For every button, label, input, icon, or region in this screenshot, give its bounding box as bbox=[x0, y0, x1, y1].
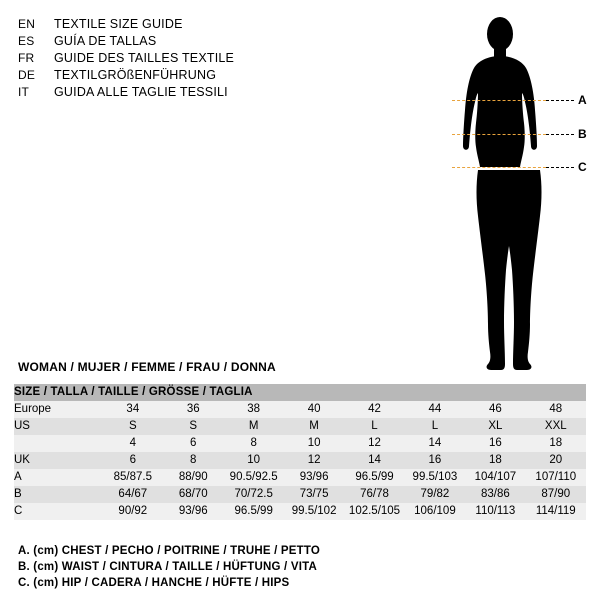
measure-line-a-extension bbox=[546, 100, 574, 101]
table-row bbox=[14, 503, 586, 520]
table-cell: 99.5/102 bbox=[284, 503, 344, 520]
measure-line-c bbox=[452, 167, 546, 168]
table-cell: S bbox=[163, 418, 223, 435]
female-silhouette-icon bbox=[430, 10, 590, 370]
table-cell: 93/96 bbox=[284, 469, 344, 486]
size-table bbox=[14, 384, 586, 520]
table-cell: 114/119 bbox=[526, 503, 586, 520]
table-cell: 6 bbox=[103, 452, 163, 469]
language-row bbox=[18, 84, 318, 101]
language-text: GUIDA ALLE TAGLIE TESSILI bbox=[54, 85, 228, 99]
table-cell: 8 bbox=[223, 435, 283, 452]
table-cell: 102.5/105 bbox=[344, 503, 404, 520]
table-row bbox=[14, 452, 586, 469]
table-cell: 48 bbox=[526, 401, 586, 418]
table-cell: 10 bbox=[284, 435, 344, 452]
table-row bbox=[14, 401, 586, 418]
table-cell: 85/87.5 bbox=[103, 469, 163, 486]
table-cell: 68/70 bbox=[163, 486, 223, 503]
table-cell: 90/92 bbox=[103, 503, 163, 520]
language-text: TEXTILE SIZE GUIDE bbox=[54, 17, 183, 31]
table-cell: L bbox=[405, 418, 465, 435]
table-cell: 70/72.5 bbox=[223, 486, 283, 503]
table-cell: XL bbox=[465, 418, 525, 435]
table-cell: 38 bbox=[223, 401, 283, 418]
row-label: Europe bbox=[14, 401, 103, 418]
table-cell: 18 bbox=[465, 452, 525, 469]
language-text: TEXTILGRÖßENFÜHRUNG bbox=[54, 68, 217, 82]
table-cell: 64/67 bbox=[103, 486, 163, 503]
measure-label-c: C bbox=[578, 160, 587, 174]
language-code: EN bbox=[18, 17, 36, 31]
table-cell: 96.5/99 bbox=[223, 503, 283, 520]
table-cell: L bbox=[344, 418, 404, 435]
table-cell: 12 bbox=[284, 452, 344, 469]
table-cell: 106/109 bbox=[405, 503, 465, 520]
table-cell: 104/107 bbox=[465, 469, 525, 486]
language-row bbox=[18, 16, 318, 33]
table-row bbox=[14, 418, 586, 435]
table-cell: 16 bbox=[405, 452, 465, 469]
language-code: ES bbox=[18, 34, 35, 48]
measurement-legend bbox=[18, 543, 578, 591]
measure-line-a bbox=[452, 100, 546, 101]
table-cell: 73/75 bbox=[284, 486, 344, 503]
table-cell: XXL bbox=[526, 418, 586, 435]
table-cell: 34 bbox=[103, 401, 163, 418]
table-header-label: SIZE / TALLA / TAILLE / GRÖSSE / TAGLIA bbox=[14, 384, 586, 401]
language-list bbox=[18, 16, 318, 101]
table-cell: 83/86 bbox=[465, 486, 525, 503]
measure-line-b-extension bbox=[546, 134, 574, 135]
row-label: C bbox=[14, 503, 103, 520]
table-cell: 18 bbox=[526, 435, 586, 452]
legend-row-b: B. (cm) WAIST / CINTURA / TAILLE / HÜFTUNG / VITA bbox=[18, 561, 317, 573]
measure-line-b bbox=[452, 134, 546, 135]
table-cell: 110/113 bbox=[465, 503, 525, 520]
table-cell: 16 bbox=[465, 435, 525, 452]
table-cell: 90.5/92.5 bbox=[223, 469, 283, 486]
table-cell: M bbox=[223, 418, 283, 435]
table-header-row bbox=[14, 384, 586, 401]
table-cell: M bbox=[284, 418, 344, 435]
table-row bbox=[14, 486, 586, 503]
table-cell: 99.5/103 bbox=[405, 469, 465, 486]
table-cell: 20 bbox=[526, 452, 586, 469]
language-row bbox=[18, 33, 318, 50]
table-row bbox=[14, 469, 586, 486]
language-row bbox=[18, 67, 318, 84]
row-label: US bbox=[14, 418, 103, 435]
section-title-woman: WOMAN / MUJER / FEMME / FRAU / DONNA bbox=[18, 360, 276, 374]
female-figure bbox=[430, 10, 590, 370]
measure-line-c-extension bbox=[546, 167, 574, 168]
row-label: A bbox=[14, 469, 103, 486]
table-cell: 8 bbox=[163, 452, 223, 469]
language-text: GUIDE DES TAILLES TEXTILE bbox=[54, 51, 235, 65]
table-cell: 88/90 bbox=[163, 469, 223, 486]
measure-label-a: A bbox=[578, 93, 587, 107]
table-cell: 93/96 bbox=[163, 503, 223, 520]
table-cell: 14 bbox=[405, 435, 465, 452]
table-row bbox=[14, 435, 586, 452]
table-cell: S bbox=[103, 418, 163, 435]
table-cell: 107/110 bbox=[526, 469, 586, 486]
language-code: IT bbox=[18, 85, 30, 99]
table-cell: 6 bbox=[163, 435, 223, 452]
language-code: FR bbox=[18, 51, 35, 65]
table-cell: 36 bbox=[163, 401, 223, 418]
table-cell: 40 bbox=[284, 401, 344, 418]
table-cell: 79/82 bbox=[405, 486, 465, 503]
table-cell: 46 bbox=[465, 401, 525, 418]
table-cell: 76/78 bbox=[344, 486, 404, 503]
legend-row-c: C. (cm) HIP / CADERA / HANCHE / HÜFTE / HIPS bbox=[18, 577, 290, 589]
language-code: DE bbox=[18, 68, 36, 82]
table-cell: 10 bbox=[223, 452, 283, 469]
language-row bbox=[18, 50, 318, 67]
language-text: GUÍA DE TALLAS bbox=[54, 34, 157, 48]
table-cell: 14 bbox=[344, 452, 404, 469]
row-label bbox=[14, 435, 103, 452]
table-cell: 44 bbox=[405, 401, 465, 418]
table-cell: 4 bbox=[103, 435, 163, 452]
legend-row-a: A. (cm) CHEST / PECHO / POITRINE / TRUHE / PETTO bbox=[18, 545, 321, 557]
table-cell: 96.5/99 bbox=[344, 469, 404, 486]
table-cell: 42 bbox=[344, 401, 404, 418]
row-label: UK bbox=[14, 452, 103, 469]
row-label: B bbox=[14, 486, 103, 503]
table-cell: 12 bbox=[344, 435, 404, 452]
measure-label-b: B bbox=[578, 127, 587, 141]
table-cell: 87/90 bbox=[526, 486, 586, 503]
